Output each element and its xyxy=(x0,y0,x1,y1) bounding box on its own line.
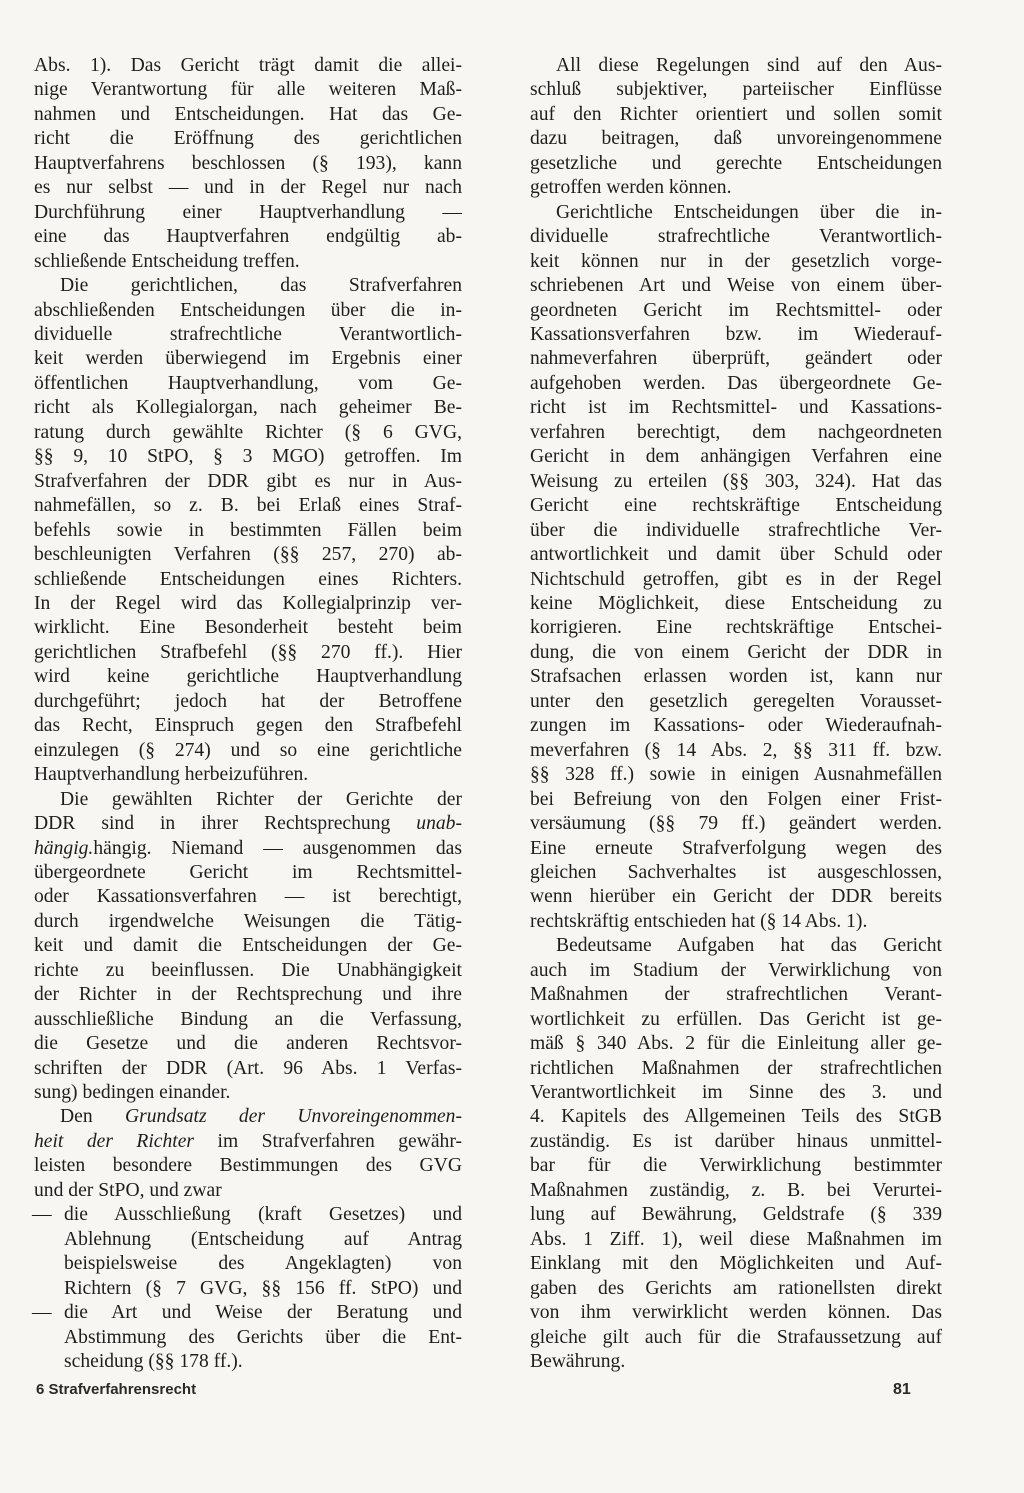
italic-term: unab- xyxy=(416,813,462,835)
page-number: 81 xyxy=(893,1381,911,1398)
list-item-end-line: scheidung (§§ 178 ff.). xyxy=(64,1351,243,1373)
italic-term: hängig. xyxy=(34,837,94,859)
paragraph: Bedeutsame Aufgaben hat das Gericht auch im Stadium der Verwirklichung von Maßnahmen der strafrechtlichen Verant- wortlichkeit zu erfüllen. Das Gericht ist ge- mäß § 340 Abs. 2 für die Einleitung aller ge- richtlichen Maßnahmen der strafrechtlichen Verantwortlichkeit im Sinne des 3. und 4. Kapitels des Allgemeinen Teils des StGB zuständig. Es ist darüber hinaus unmittel- bar für die Verwirklichung bestimmter Maßnahmen zuständig, z. B. bei Verurtei- lung auf Bewährung, Geldstrafe (§ 339 Abs. 1 Ziff. 1), weil diese Maßnahmen im Einklang mit den Möglichkeiten und Auf- gaben des Gerichts am rationellsten direkt von ihm verwirklicht werden können. Das gleiche gilt auch für die Strafaussetzung auf xyxy=(530,935,942,1348)
paragraph: Gerichtliche Entscheidungen über die in- dividuelle strafrechtliche Verantwortlich- keit können nur in der gesetzlich vorge- schriebenen Art und Weise von einem über- geordneten Gericht im Rechtsmittel- oder Kassationsverfahren bzw. im Wiederauf- nahmeverfahren überprüft, geändert oder aufgehoben werden. Das übergeordnete Ge- richt ist im Rechtsmittel- und Kassations- verfahren berechtigt, dem nachgeordneten Gericht in dem anhängigen Verfahren eine Weisung zu erteilen (§§ 303, 324). Hat das Gericht eine rechtskräftige Entscheidung über die individuelle strafrechtliche Ver- antwortlichkeit und damit über Schuld oder Nichtschuld getroffen, gibt es in der Regel keine Möglichkeit, diese Entscheidung zu korrigieren. Eine rechtskräftige Entschei- dung, die von einem Gericht der DDR in Strafsachen erlassen worden ist, kann nur unter den gesetzlich geregelten Vorausset- zungen im Kassations- oder Wiederaufnah- meverfahren (§ 14 Abs. 2, §§ 311 ff. bzw. §§ 328 ff.) sowie in einigen Ausnahmefällen bei Befreiung von den Folgen einer Frist- versäumung (§§ 79 ff.) geändert werden. Eine erneute Strafverfolgung wegen des gleichen Sachverhaltes ist ausgeschlossen, wenn hierüber ein Gericht der DDR bereits xyxy=(530,201,942,908)
paragraph-end-line: Hauptverhandlung herbeizuführen. xyxy=(34,764,309,786)
italic-term: Grundsatz der Unvoreingenommen- xyxy=(124,1106,462,1128)
paragraph-end-line: getroffen werden können. xyxy=(530,177,732,199)
paragraph: Abs. 1). Das Gericht trägt damit die allei- nige Verantwortung für alle weiteren Maß- nahmen und Entscheidungen. Hat das Ge- richt die Eröffnung des gerichtlichen Hauptverfahrens beschlossen (§ 193), kann es nur selbst — und in der Regel nur nach Durchführung einer Hauptverhandlung — eine das Hauptverfahren endgültig ab- xyxy=(34,55,462,248)
paragraph: Die gewählten Richter der Gerichte der DDR sind in ihrer Rechtsprechung unab- hängig.hängig. Niemand — ausgenommen das übergeordnete Gericht im Rechtsmittel- oder Kassationsverfahren — ist berechtigt, durch irgendwelche Weisungen die Tätig- keit und damit die Entscheidungen der Ge- richte zu beeinflussen. Die Unabhängigkeit der Richter in der Rechtsprechung und ihre ausschließliche Bindung an die Verfassung, die Gesetze und die anderen Rechtsvor- schriften der DDR (Art. 96 Abs. 1 Verfas- xyxy=(34,788,462,1079)
italic-term: heit der Richter xyxy=(34,1130,195,1152)
paragraph-end-line: sung) bedingen einander. xyxy=(34,1082,231,1104)
paragraph-end-line: schließende Entscheidung treffen. xyxy=(34,250,300,272)
paragraph-end-line: Bewährung. xyxy=(530,1351,626,1373)
paragraph: Die gerichtlichen, das Strafverfahren abschließenden Entscheidungen über die in- dividuelle strafrechtliche Verantwortlich- keit werden überwiegend im Ergebnis einer öffentlichen Hauptverhandlung, vom Ge- richt als Kollegialorgan, nach geheimer Be- ratung durch gewählte Richter (§ 6 GVG, §§ 9, 10 StPO, § 3 MGO) getroffen. Im Strafverfahren der DDR gibt es nur in Aus- nahmefällen, so z. B. bei Erlaß eines Straf- befehls sowie in bestimmten Fällen beim beschleunigten Verfahren (§§ 257, 270) ab- schließende Entscheidungen eines Richters. In der Regel wird das Kollegialprinzip ver- wirklicht. Eine Besonderheit besteht beim gerichtlichen Strafbefehl (§§ 270 ff.). Hier wird keine gerichtliche Hauptverhandlung durchgeführt; jedoch hat der Betroffene das Recht, Einspruch gegen den Strafbefehl einzulegen (§ 274) und so eine gerichtliche xyxy=(34,275,462,761)
paragraph-end-line: rechtskräftig entschieden hat (§ 14 Abs. 1). xyxy=(530,910,868,932)
list-item: — die Art und Weise der Beratung und Abstimmung des Gerichts über die Ent- xyxy=(32,1302,462,1348)
paragraph: All diese Regelungen sind auf den Aus- schluß subjektiver, parteiischer Einflüsse auf den Richter orientiert und sollen somit dazu beitragen, daß unvoreingenommene gesetzliche und gerechte Entscheidungen xyxy=(530,55,942,174)
paragraph: Den Grundsatz der Unvoreingenommen- heit der Richter im Strafverfahren gewähr- leisten besondere Bestimmungen des GVG xyxy=(34,1106,463,1177)
left-column xyxy=(34,54,462,1374)
list-item: — die Ausschließung (kraft Gesetzes) und Ablehnung (Entscheidung auf Antrag beispielsweise des Angeklagten) von Richtern (§ 7 GVG, §§ 156 ff. StPO) und xyxy=(32,1204,462,1299)
paragraph-end-line: und der StPO, und zwar xyxy=(34,1179,222,1201)
chapter-footer: 6 Strafverfahrensrecht xyxy=(36,1381,197,1398)
right-column xyxy=(530,54,942,1374)
